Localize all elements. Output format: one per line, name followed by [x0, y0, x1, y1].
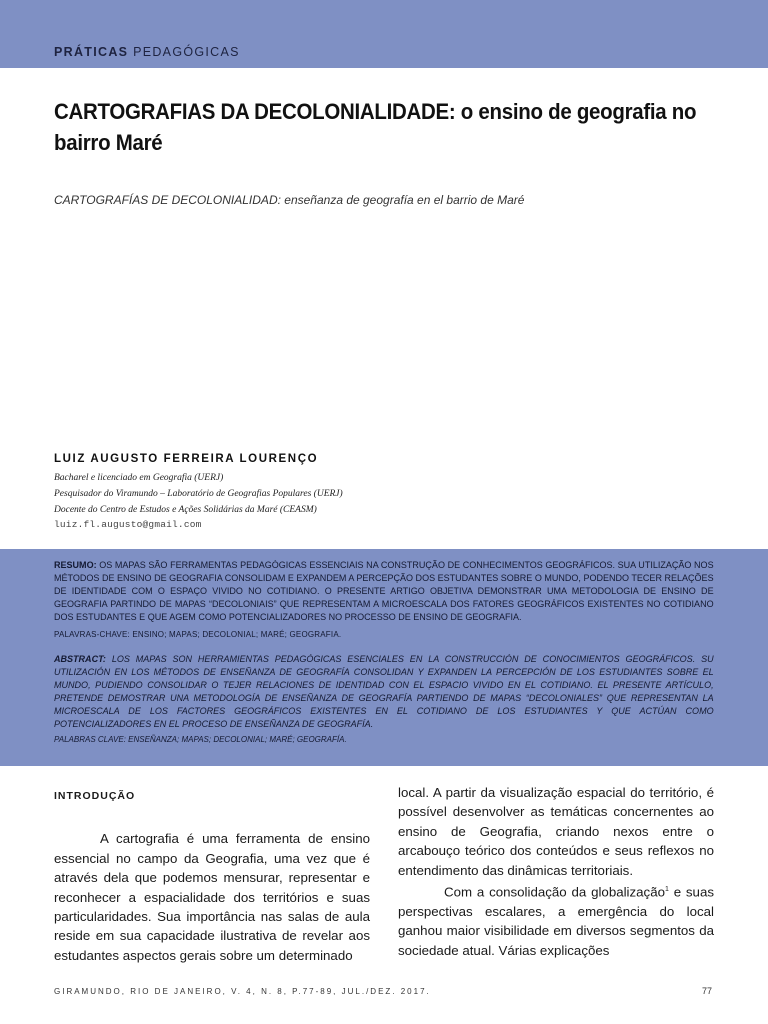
author-block: [54, 453, 654, 530]
footer-citation: GIRAMUNDO, RIO DE JANEIRO, V. 4, N. 8, P.77-89, JUL./DEZ. 2017.: [54, 987, 431, 996]
body-paragraph: A cartografia é uma ferramenta de ensino essencial no campo da Geografia, uma vez que é através dela que podemos mensurar, representar e reconhecer a espacialidade dos territórios e suas particularidades. Sua importância nas salas de aula reside em sua capacidade ilustrativa de revelar aos estudantes aspectos gerais sobre um determinado: [54, 831, 370, 963]
section-label-bold: PRÁTICAS: [54, 45, 129, 59]
abstract-band: [0, 549, 768, 766]
keywords-pt-label: PALAVRAS-CHAVE:: [54, 630, 130, 639]
abstract-content: [54, 559, 714, 744]
abstract-es-label: ABSTRACT:: [54, 654, 106, 664]
body-column-right: [398, 783, 714, 960]
abstract-pt-text: OS MAPAS SÃO FERRAMENTAS PEDAGÓGICAS ESSENCIAIS NA CONSTRUÇÃO DE CONHECIMENTOS GEOGRÁFICOS. SUA UTILIZAÇÃO NOS MÉTODOS DE ENSINO DE GEOGRAFIA CONSOLIDAM E EXPANDEM A PERCEPÇÃO DOS ESTUDANTES SOBRE O MUNDO, PODENDO TECER RELAÇÕES DE IDENTIDADE COM O ESPAÇO VIVIDO NO COTIDIANO. O PRESENTE ARTIGO OBJETIVA DEMONSTRAR UMA METODOLOGIA DE ENSINO DE GEOGRAFIA PARTINDO DE MAPAS “DECOLONIAIS” QUE REPRESENTAM A MICROESCALA DOS FATORES GEOGRÁFICOS EXISTENTES NO COTIDIANO DOS ESTUDANTES E QUE AGEM COMO POTENCIALIZADORES NO PROCESSO DE ENSINO DE GEOGRAFIA.: [54, 560, 714, 622]
body-column-left: [54, 783, 370, 965]
author-affiliation: Pesquisador do Viramundo – Laboratório de Geografias Populares (UERJ): [54, 489, 343, 499]
section-label: [54, 45, 240, 59]
abstract-pt: [54, 559, 714, 624]
body-paragraph: local. A partir da visualização espacial do território, é possível desenvolver as temáticas concernentes ao ensino de Geografia, criando nexos entre o arcabouço teórico dos conteúdos e seus reflexos no entendimento das dinâmicas territoriais.: [398, 785, 714, 878]
keywords-pt-text: ENSINO; MAPAS; DECOLONIAL; MARÉ; GEOGRAFIA.: [129, 630, 342, 639]
author-affiliation: Bacharel e licenciado em Geografia (UERJ): [54, 473, 224, 483]
section-label-rest: PEDAGÓGICAS: [133, 45, 240, 59]
paragraph-text: e suas perspectivas escalares, a emergência do local ganhou maior visibilidade em diversos segmentos da sociedade atual. Várias explicações: [398, 884, 714, 958]
paragraph-text: Com a consolidação da globalização: [444, 884, 665, 900]
abstract-es: [54, 653, 714, 731]
keywords-es-label: PALABRAS CLAVE:: [54, 735, 126, 744]
abstract-es-text: LOS MAPAS SON HERRAMIENTAS PEDAGÓGICAS ESENCIALES EN LA CONSTRUCCIÓN DE CONOCIMIENTOS GEOGRÁFICOS. SU UTILIZACIÓN EN LOS MÉTODOS DE ENSEÑANZA DE GEOGRAFÍA CONSOLIDAN Y EXPANDEN LA PERCEPCIÓN DE LOS ESTUDIANTES SOBRE EL MUNDO, PUDIENDO CONSOLIDAR O TEJER RELACIONES DE IDENTIDAD CON EL ESPACIO VIVIDO EN EL COTIDIANO. EL PRESENTE ARTÍCULO, PRETENDE DEMOSTRAR UNA METODOLOGÍA DE ENSEÑANZA DE GEOGRAFÍA PARTIENDO DE MAPAS “DECOLONIALES” QUE REPRESENTAN LA MICROESCALA DE LOS FACTORES GEOGRÁFICOS EXISTENTES EN EL COTIDIANO DE LOS ESTUDIANTES Y QUE ACTÚAN COMO POTENCIALIZADORES EN EL PROCESO DE ENSEÑANZA DE GEOGRAFÍA.: [54, 654, 714, 729]
body-paragraph: [398, 880, 714, 960]
keywords-es-text: ENSEÑANZA; MAPAS; DECOLONIAL; MARÉ; GEOGRAFÍA.: [125, 735, 347, 744]
author-email: luiz.fl.augusto@gmail.com: [54, 519, 202, 530]
article-title: CARTOGRAFIAS DA DECOLONIALIDADE: o ensino de geografia no bairro Maré: [54, 99, 697, 155]
author-affiliation: Docente do Centro de Estudos e Ações Solidárias da Maré (CEASM): [54, 505, 317, 515]
intro-heading: INTRODUÇÃO: [54, 790, 136, 802]
article-subtitle: CARTOGRAFÍAS DE DECOLONIALIDAD: enseñanza de geografía en el barrio de Maré: [54, 193, 525, 207]
keywords-es: [54, 735, 714, 744]
footnote-marker[interactable]: 1: [665, 886, 669, 894]
keywords-pt: [54, 630, 714, 639]
abstract-pt-label: RESUMO:: [54, 560, 97, 570]
author-name: LUIZ AUGUSTO FERREIRA LOURENÇO: [54, 453, 319, 465]
page-number: 77: [701, 986, 712, 996]
